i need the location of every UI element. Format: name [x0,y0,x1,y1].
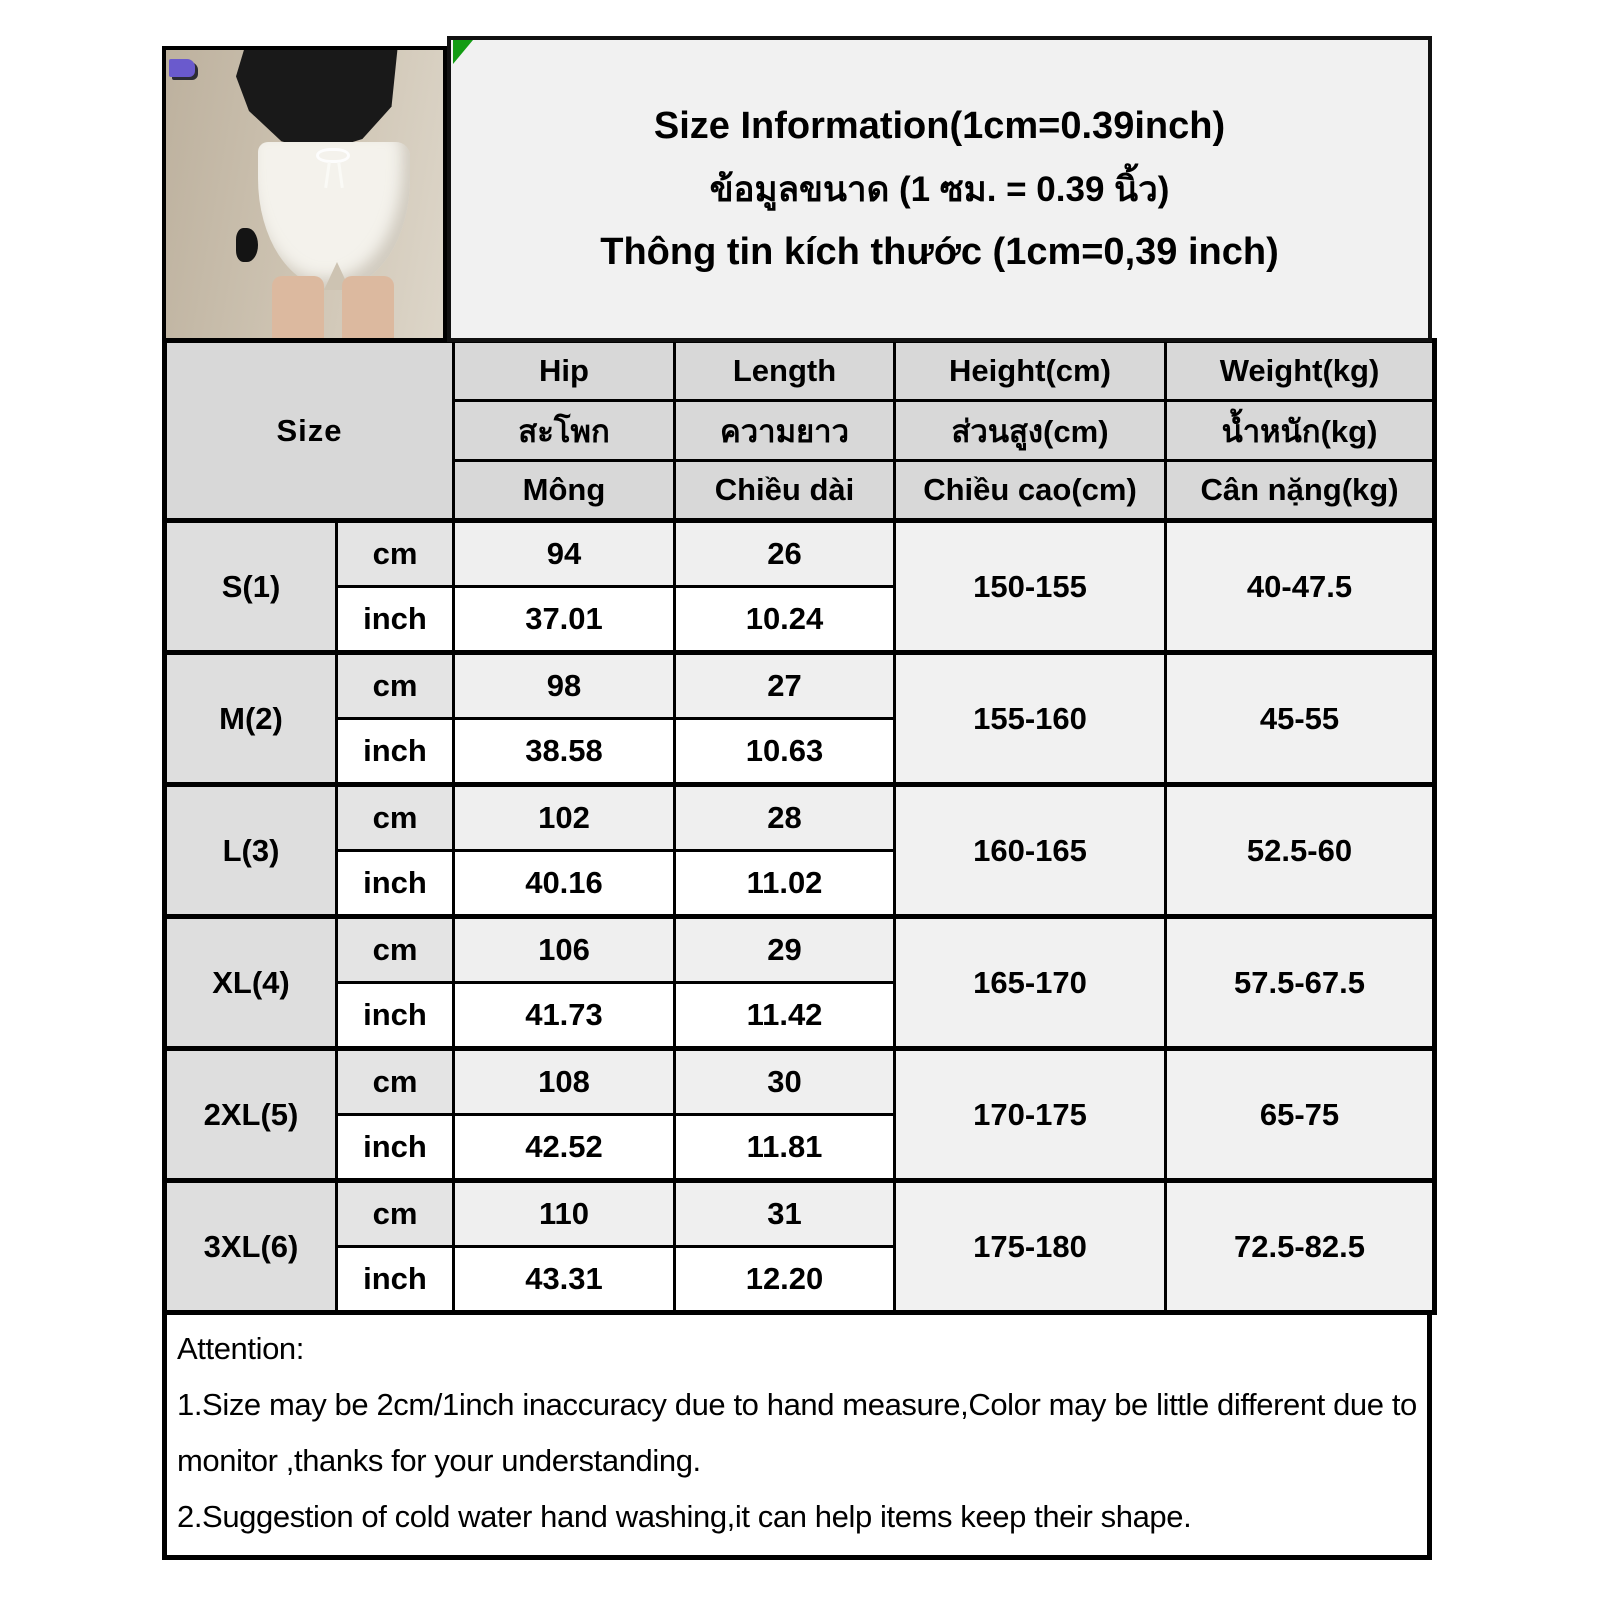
weight-range-value: 65-75 [1166,1049,1435,1181]
hip-inch-value: 41.73 [454,983,675,1049]
hanger-decoration [169,59,195,77]
green-corner-icon [453,40,473,64]
unit-label-cm: cm [337,521,454,587]
col-header-height-vi: Chiều cao(cm) [895,461,1166,521]
hand-shape [236,228,258,262]
length-inch-value: 10.63 [675,719,895,785]
hip-cm-value: 94 [454,521,675,587]
title-panel [447,36,1432,342]
size-row-label: 3XL(6) [165,1181,337,1313]
hip-inch-value: 40.16 [454,851,675,917]
length-cm-value: 31 [675,1181,895,1247]
table-row [165,653,1435,719]
length-inch-value: 10.24 [675,587,895,653]
hip-cm-value: 98 [454,653,675,719]
weight-range-value: 40-47.5 [1166,521,1435,653]
unit-label-cm: cm [337,917,454,983]
hip-inch-value: 43.31 [454,1247,675,1313]
size-chart-page [162,36,1432,1560]
black-tshirt-shape [236,46,398,152]
attention-title: Attention: [177,1331,304,1366]
left-leg-shape [272,276,324,342]
table-row [165,917,1435,983]
title-vietnamese: Thông tin kích thước (1cm=0,39 inch) [600,230,1279,273]
unit-label-inch: inch [337,851,454,917]
size-table [162,338,1437,1315]
col-header-hip-vi: Mông [454,461,675,521]
unit-label-inch: inch [337,983,454,1049]
length-cm-value: 30 [675,1049,895,1115]
height-range-value: 150-155 [895,521,1166,653]
unit-label-cm: cm [337,785,454,851]
col-header-length-en: Length [675,341,895,401]
table-row [165,1181,1435,1247]
hip-cm-value: 110 [454,1181,675,1247]
title-thai: ข้อมูลขนาด (1 ซม. = 0.39 นิ้ว) [709,169,1170,209]
hip-inch-value: 37.01 [454,587,675,653]
length-inch-value: 11.42 [675,983,895,1049]
weight-range-value: 72.5-82.5 [1166,1181,1435,1313]
height-range-value: 160-165 [895,785,1166,917]
hip-inch-value: 38.58 [454,719,675,785]
unit-label-cm: cm [337,1181,454,1247]
length-inch-value: 11.02 [675,851,895,917]
height-range-value: 170-175 [895,1049,1166,1181]
height-range-value: 155-160 [895,653,1166,785]
weight-range-value: 57.5-67.5 [1166,917,1435,1049]
top-section [162,36,1432,342]
unit-label-inch: inch [337,1247,454,1313]
unit-label-cm: cm [337,653,454,719]
col-header-hip-en: Hip [454,341,675,401]
drawstring-bow [316,148,350,163]
header-row-english [165,341,1435,401]
length-cm-value: 29 [675,917,895,983]
height-range-value: 175-180 [895,1181,1166,1313]
hip-cm-value: 106 [454,917,675,983]
unit-label-inch: inch [337,587,454,653]
col-header-length-th: ความยาว [675,401,895,461]
hip-cm-value: 102 [454,785,675,851]
table-row [165,785,1435,851]
attention-box [162,1310,1432,1560]
length-inch-value: 12.20 [675,1247,895,1313]
size-row-label: L(3) [165,785,337,917]
size-column-header: Size [165,341,454,521]
length-cm-value: 27 [675,653,895,719]
col-header-height-en: Height(cm) [895,341,1166,401]
weight-range-value: 52.5-60 [1166,785,1435,917]
right-leg-shape [342,276,394,342]
attention-note-1: 1.Size may be 2cm/1inch inaccuracy due to hand measure,Color may be little different due to monitor ,thanks for your understanding. [177,1387,1417,1478]
attention-note-2: 2.Suggestion of cold water hand washing,it can help items keep their shape. [177,1499,1192,1534]
height-range-value: 165-170 [895,917,1166,1049]
length-cm-value: 26 [675,521,895,587]
col-header-weight-en: Weight(kg) [1166,341,1435,401]
table-row [165,1049,1435,1115]
unit-label-inch: inch [337,1115,454,1181]
length-inch-value: 11.81 [675,1115,895,1181]
size-row-label: 2XL(5) [165,1049,337,1181]
product-photo [162,46,447,342]
col-header-height-th: ส่วนสูง(cm) [895,401,1166,461]
col-header-length-vi: Chiều dài [675,461,895,521]
size-row-label: M(2) [165,653,337,785]
table-row [165,521,1435,587]
col-header-hip-th: สะโพก [454,401,675,461]
length-cm-value: 28 [675,785,895,851]
hip-cm-value: 108 [454,1049,675,1115]
col-header-weight-th: น้ำหนัก(kg) [1166,401,1435,461]
size-row-label: XL(4) [165,917,337,1049]
hip-inch-value: 42.52 [454,1115,675,1181]
size-row-label: S(1) [165,521,337,653]
title-english: Size Information(1cm=0.39inch) [653,104,1226,147]
unit-label-cm: cm [337,1049,454,1115]
weight-range-value: 45-55 [1166,653,1435,785]
unit-label-inch: inch [337,719,454,785]
col-header-weight-vi: Cân nặng(kg) [1166,461,1435,521]
